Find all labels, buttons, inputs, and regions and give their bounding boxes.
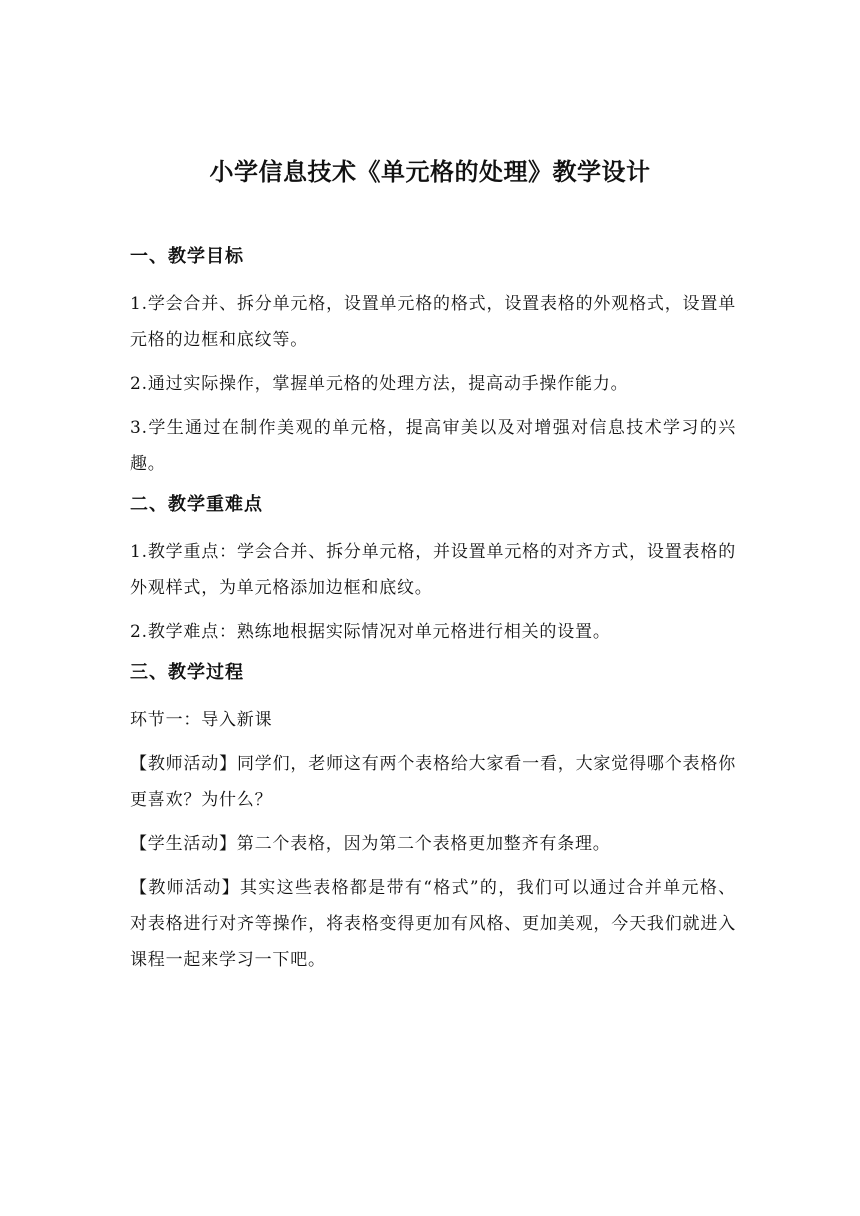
section-heading-process: 三、教学过程 xyxy=(130,662,244,683)
section-heading-key-points: 二、教学重难点 xyxy=(130,494,263,515)
objective-item-1: 1.学会合并、拆分单元格，设置单元格的格式，设置表格的外观格式，设置单元格的边框和底纹等。 xyxy=(130,294,736,350)
process-item-2: 【学生活动】第二个表格，因为第二个表格更加整齐有条理。 xyxy=(130,834,611,854)
process-item-1: 【教师活动】同学们，老师这有两个表格给大家看一看，大家觉得哪个表格你更喜欢？为什么？ xyxy=(130,754,736,810)
key-point-item-2: 2.教学难点：熟练地根据实际情况对单元格进行相关的设置。 xyxy=(130,622,611,642)
objective-item-2: 2.通过实际操作，掌握单元格的处理方法，提高动手操作能力。 xyxy=(130,374,629,394)
process-item-3: 【教师活动】其实这些表格都是带有“格式”的，我们可以通过合并单元格、对表格进行对齐等操作，将表格变得更加有风格、更加美观，今天我们就进入课程一起来学习一下吧。 xyxy=(130,878,736,970)
section-heading-objectives: 一、教学目标 xyxy=(130,246,244,267)
document-title: 小学信息技术《单元格的处理》教学设计 xyxy=(209,158,651,186)
document-body xyxy=(130,244,736,986)
objective-item-3: 3.学生通过在制作美观的单元格，提高审美以及对增强对信息技术学习的兴趣。 xyxy=(130,418,736,474)
process-subheading: 环节一：导入新课 xyxy=(130,710,273,730)
key-point-item-1: 1.教学重点：学会合并、拆分单元格，并设置单元格的对齐方式，设置表格的外观样式，为单元格添加边框和底纹。 xyxy=(130,542,736,598)
